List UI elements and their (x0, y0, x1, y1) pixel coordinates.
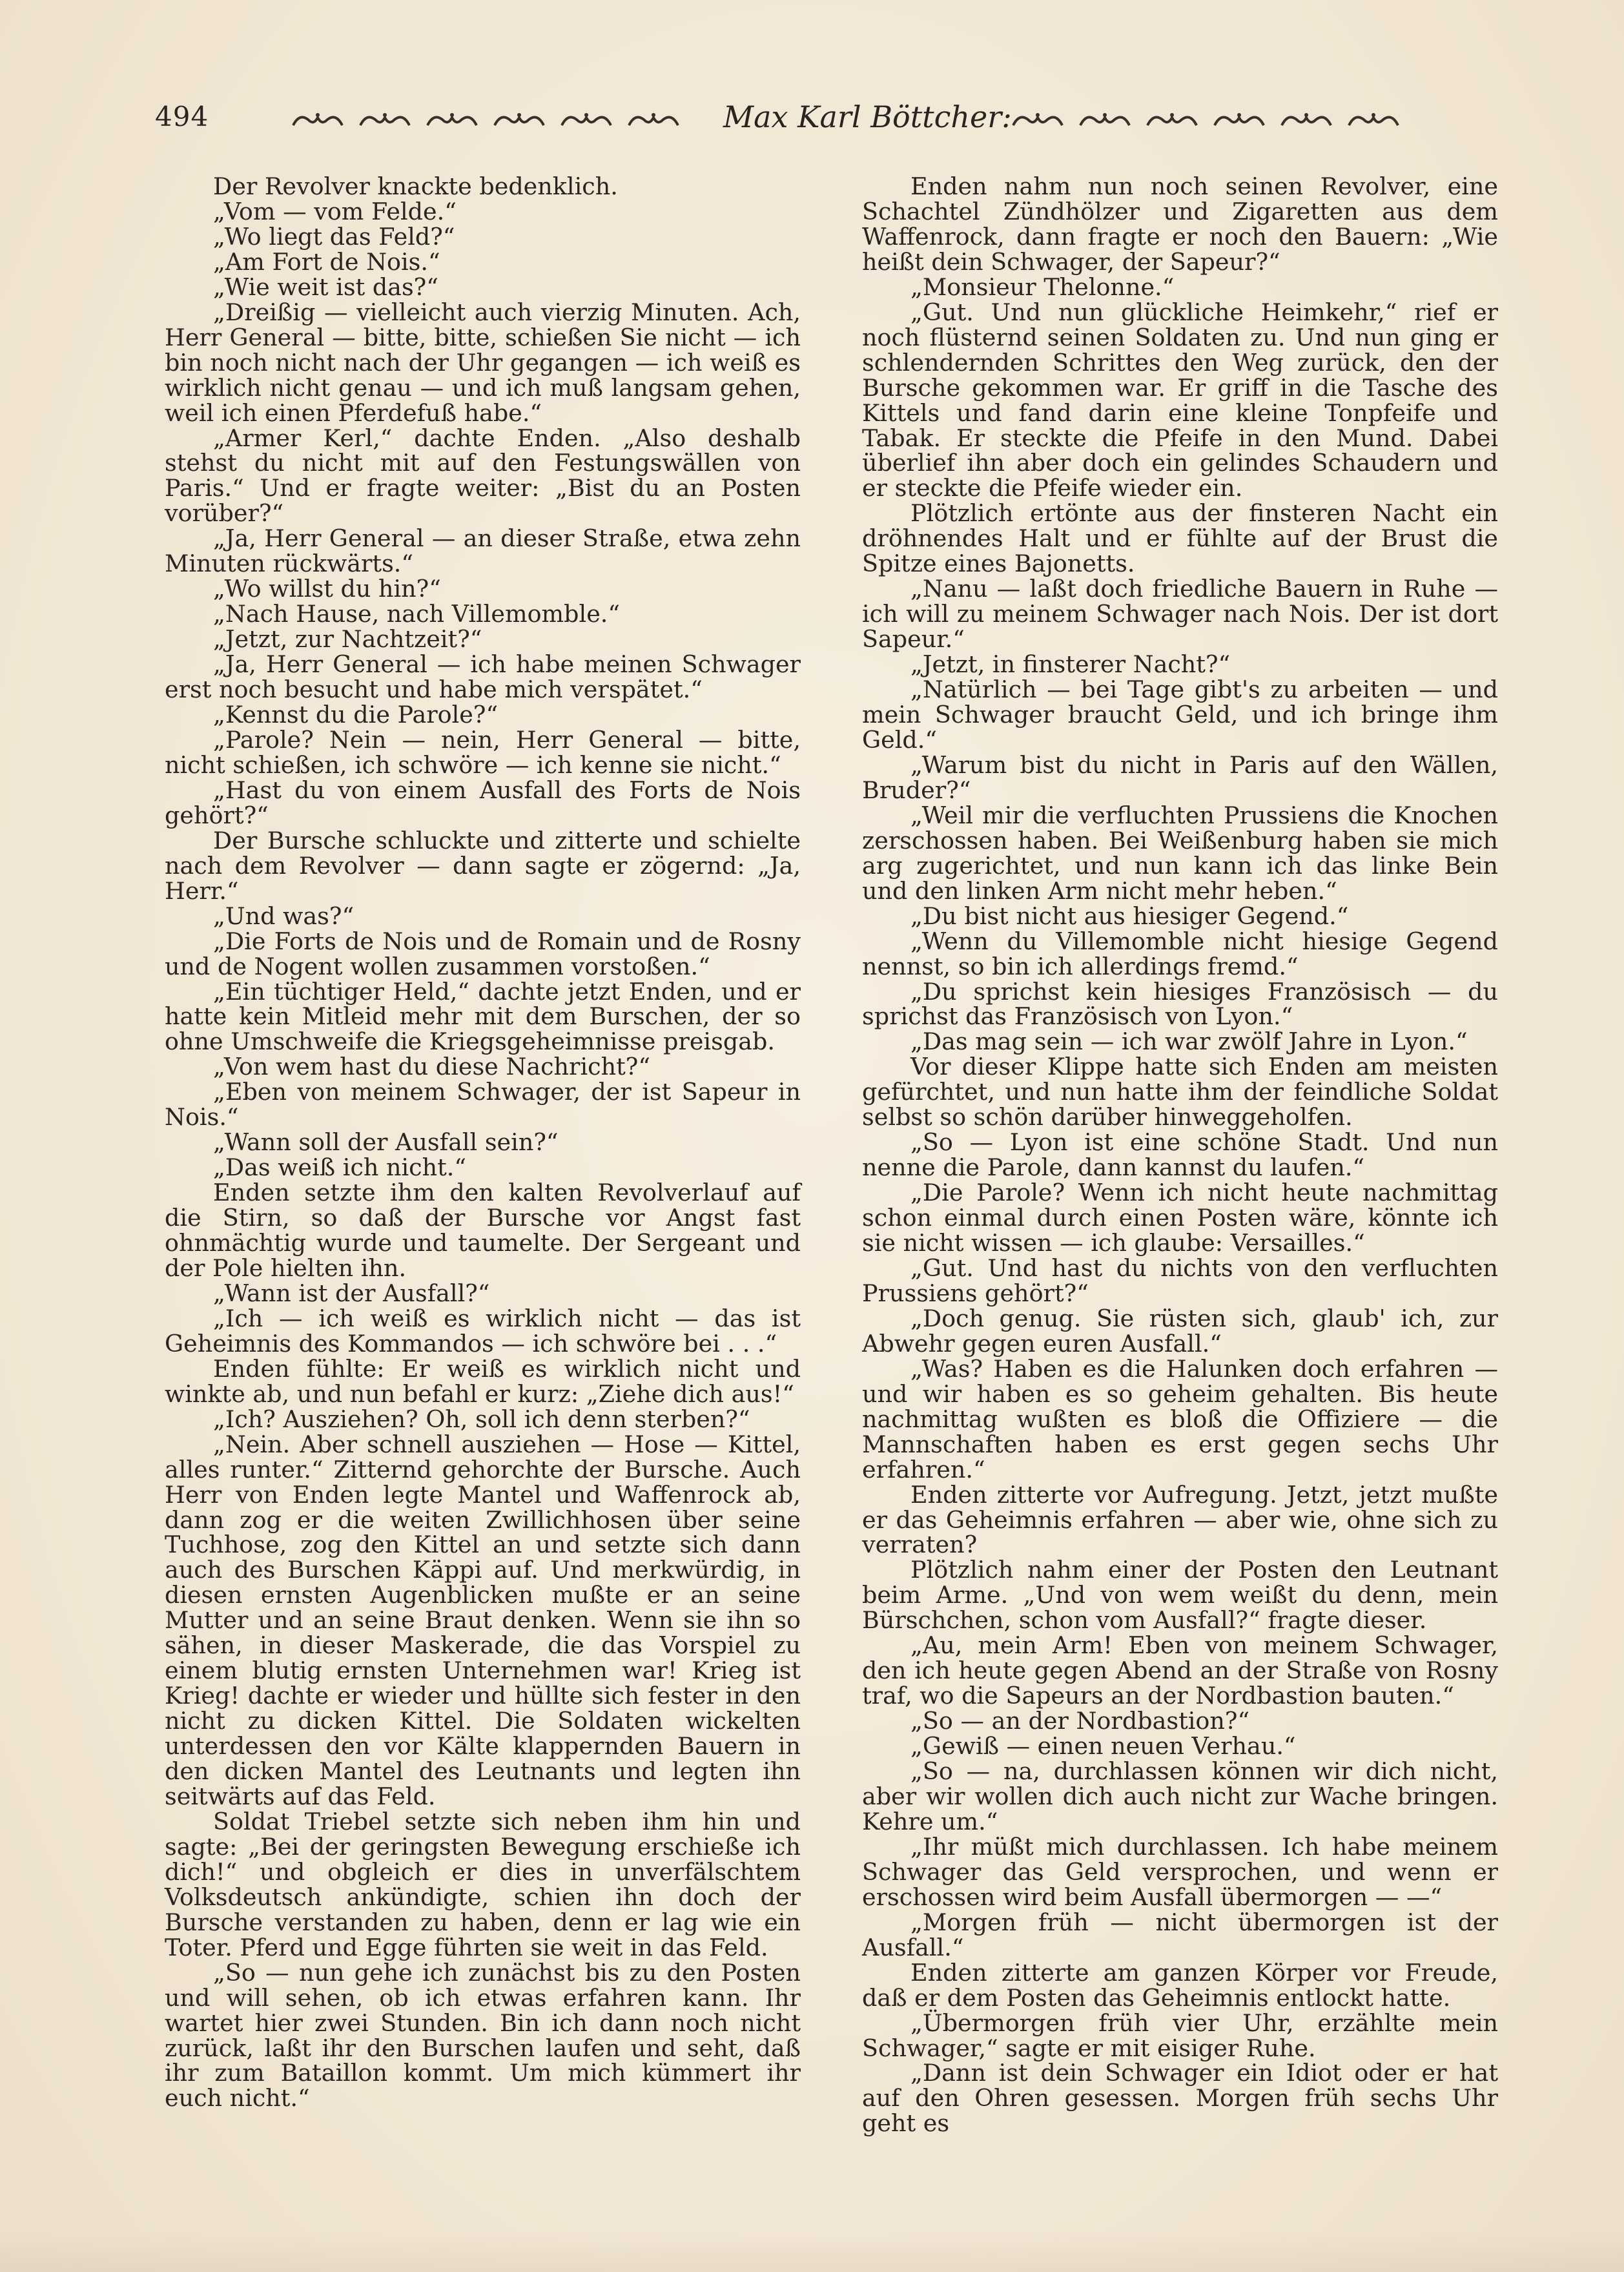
paragraph: „Wo willst du hin?“ (213, 575, 441, 603)
paragraph: „Gut. Und hast du nichts von den verfluchten Prussiens gehört?“ (862, 1254, 1498, 1307)
paragraph: „Gut. Und nun glückliche Heimkehr,“ rief er noch flüsternd seinen Soldaten zu. Und nun ging er schlendernden Schrittes den Weg zurück, den der Bursche gekommen war. Er griff in die Tasche des Kittels und fand darin eine kleine Tonpfeife und Tabak. Er steckte die Pfeife in den Mund. Dabei überlief ihn aber doch ein gelindes Schaudern und er steckte die Pfeife wieder ein. (862, 298, 1498, 502)
paragraph: „Ich — ich weiß es wirklich nicht — das ist Geheimnis des Kommandos — ich schwöre bei . . .“ (165, 1304, 801, 1358)
paragraph: Soldat Triebel setzte sich neben ihm hin und sagte: „Bei der geringsten Bewegung erschieße ich dich!“ und obgleich er dies in unverfälschtem Volksdeutsch ankündigte, schien ihn doch der Bursche verstanden zu haben, denn er lag wie ein Toter. Pferd und Egge führten sie weit in das Feld. (165, 1807, 801, 1961)
paragraph: Enden zitterte vor Aufregung. Jetzt, jetzt mußte er das Geheimnis erfahren — aber wie, ohne sich zu verraten? (862, 1480, 1498, 1559)
paragraph: „Morgen früh — nicht übermorgen ist der Ausfall.“ (862, 1908, 1498, 1961)
paragraph: „Und was?“ (213, 902, 355, 930)
paragraph: „Monsieur Thelonne.“ (910, 273, 1175, 301)
paragraph: „Wann ist der Ausfall?“ (213, 1279, 490, 1307)
paragraph: „Die Parole? Wenn ich nicht heute nachmittag schon einmal durch einen Posten wäre, könnte ich sie nicht wissen — ich glaube: Versailles.“ (862, 1179, 1498, 1257)
paragraph: Enden zitterte am ganzen Körper vor Freude, daß er dem Posten das Geheimnis entlockt hatte. (862, 1958, 1498, 2012)
paragraph: „Ja, Herr General — ich habe meinen Schwager erst noch besucht und habe mich verspätet.“ (165, 650, 801, 704)
ornament-icon (358, 108, 412, 132)
paragraph: „Dann ist dein Schwager ein Idiot oder er hat auf den Ohren gesessen. Morgen früh sechs Uhr geht es (862, 2059, 1498, 2138)
paragraph: Enden fühlte: Er weiß es wirklich nicht und winkte ab, und nun befahl er kurz: „Ziehe dich aus!“ (165, 1354, 801, 1408)
paragraph: „Das mag sein — ich war zwölf Jahre in Lyon.“ (910, 1028, 1468, 1056)
paragraph: „Hast du von einem Ausfall des Forts de Nois gehört?“ (165, 776, 801, 829)
ornament-icon (492, 108, 546, 132)
paragraph: „Du bist nicht aus hiesiger Gegend.“ (910, 902, 1349, 930)
paragraph: „Warum bist du nicht in Paris auf den Wällen, Bruder?“ (862, 750, 1498, 804)
paragraph: „Kennst du die Parole?“ (213, 701, 499, 729)
ornament-icon (1279, 108, 1333, 132)
paragraph: „Nanu — laßt doch friedliche Bauern in Ruhe — ich will zu meinem Schwager nach Nois. Der ist dort Sapeur.“ (862, 575, 1498, 654)
ornament-icon (1346, 108, 1401, 132)
paragraph: „So — Lyon ist eine schöne Stadt. Und nun nenne die Parole, dann kannst du laufen.“ (862, 1128, 1498, 1182)
paragraph: „Was? Haben es die Halunken doch erfahren — und wir haben es so geheim gehalten. Bis heute nachmittag wußten es bloß die Offiziere — die Mannschaften haben es erst gegen sechs Uhr erfahren.“ (862, 1354, 1498, 1483)
paragraph: „Nach Hause, nach Villemomble.“ (213, 600, 621, 628)
paragraph: „Du sprichst kein hiesiges Französisch — du sprichst das Französisch von Lyon.“ (862, 977, 1498, 1031)
paragraph: „Gewiß — einen neuen Verhau.“ (910, 1732, 1296, 1761)
paragraph: „Weil mir die verfluchten Prussiens die Knochen zerschossen haben. Bei Weißenburg haben sie mich arg zugerichtet, und nun kann ich das linke Bein und den linken Arm nicht mehr heben.“ (862, 801, 1498, 905)
page-header (155, 97, 1421, 142)
paragraph: „Übermorgen früh vier Uhr, erzählte mein Schwager,“ sagte er mit eisiger Ruhe. (862, 2009, 1498, 2062)
paragraph: „Wenn du Villemomble nicht hiesige Gegend nennst, so bin ich allerdings fremd.“ (862, 927, 1498, 980)
paragraph: „Jetzt, in finsterer Nacht?“ (910, 650, 1231, 679)
paragraph: Der Revolver knackte bedenklich. (213, 172, 618, 200)
ornament-icon (626, 108, 681, 132)
paragraph: „Am Fort de Nois.“ (213, 247, 440, 276)
paragraph: „So — nun gehe ich zunächst bis zu den Posten und will sehen, ob ich etwas erfahren kann. Ihr wartet hier zwei Stunden. Bin ich dann noch nicht zurück, laßt ihr den Burschen laufen und seht, daß ihr zum Bataillon kommt. Um mich kümmert ihr euch nicht.“ (165, 1958, 801, 2112)
paragraph: „Dreißig — vielleicht auch vierzig Minuten. Ach, Herr General — bitte, bitte, schießen Sie nicht — ich bin noch nicht nach der Uhr gegangen — ich weiß es wirklich nicht genau — und ich muß langsam gehen, weil ich einen Pferdefuß habe.“ (165, 298, 801, 427)
paragraph: „Ich? Ausziehen? Oh, soll ich denn sterben?“ (213, 1405, 750, 1433)
paragraph: Vor dieser Klippe hatte sich Enden am meisten gefürchtet, und nun hatte ihm der feindliche Soldat selbst so schön darüber hinweggeholfen. (862, 1053, 1498, 1131)
paragraph: „Von wem hast du diese Nachricht?“ (213, 1053, 650, 1081)
paragraph: „So — na, durchlassen können wir dich nicht, aber wir wollen dich auch nicht zur Wache bringen. Kehre um.“ (862, 1757, 1498, 1835)
paragraph: Der Bursche schluckte und zitterte und schielte nach dem Revolver — dann sagte er zögernd: „Ja, Herr.“ (165, 826, 801, 905)
paragraph: „Natürlich — bei Tage gibt's zu arbeiten — und mein Schwager braucht Geld, und ich bringe ihm Geld.“ (862, 676, 1498, 754)
ornament-icon (559, 108, 613, 132)
paragraph: „Das weiß ich nicht.“ (213, 1153, 467, 1182)
paragraph: Plötzlich nahm einer der Posten den Leutnant beim Arme. „Und von wem weißt du denn, mein Bürschchen, schon vom Ausfall?“ fragte dieser. (862, 1556, 1498, 1635)
paragraph: „Doch genug. Sie rüsten sich, glaub' ich, zur Abwehr gegen euren Ausfall.“ (862, 1304, 1498, 1358)
paragraph: „Ihr müßt mich durchlassen. Ich habe meinem Schwager das Geld versprochen, und wenn er erschossen wird beim Ausfall übermorgen — —“ (862, 1832, 1498, 1911)
paragraph: „Wo liegt das Feld?“ (213, 222, 455, 251)
paragraph: „So — an der Nordbastion?“ (910, 1707, 1250, 1735)
ornament-icon (1011, 108, 1065, 132)
paragraph: „Die Forts de Nois und de Romain und de Rosny und de Nogent wollen zusammen vorstoßen.“ (165, 927, 801, 980)
page-number: 494 (155, 101, 209, 132)
ornament-icon (291, 108, 345, 132)
paragraph: „Nein. Aber schnell ausziehen — Hose — Kittel, alles runter.“ Zitternd gehorchte der Bursche. Auch Herr von Enden legte Mantel und Waffenrock ab, dann zog er die weiten Zwillichhosen über seine Tuchhose, zog den Kittel an und setzte sich dann auch des Burschen Käppi auf. Und merkwürdig, in diesen ernsten Augenblicken mußte er an seine Mutter und an seine Braut denken. Wenn sie ihn so sähen, in dieser Maskerade, die das Vorspiel zu einem blutig ernsten Unternehmen war! Krieg ist Krieg! dachte er wieder und hüllte sich fester in den nicht zu dicken Kittel. Die Soldaten wickelten unterdessen den vor Kälte klappernden Bauern in den dicken Mantel des Leutnants und legten ihn seitwärts auf das Feld. (165, 1430, 801, 1810)
ornament-icon (425, 108, 479, 132)
paragraph: „Parole? Nein — nein, Herr General — bitte, nicht schießen, ich schwöre — ich kenne sie nicht.“ (165, 725, 801, 779)
text-column-left (165, 174, 801, 2138)
header-ornament-right (1011, 108, 1401, 132)
header-ornament-left (291, 108, 681, 132)
paragraph: „Au, mein Arm! Eben von meinem Schwager, den ich heute gegen Abend an der Straße von Rosny traf, wo die Sapeurs an der Nordbastion bauten.“ (862, 1631, 1498, 1710)
paragraph: Plötzlich ertönte aus der finsteren Nacht ein dröhnendes Halt und er fühlte auf der Brust die Spitze eines Bajonetts. (862, 499, 1498, 578)
text-column-right (862, 174, 1498, 2138)
paragraph: „Wann soll der Ausfall sein?“ (213, 1128, 559, 1157)
ornament-icon (1212, 108, 1266, 132)
paragraph: „Vom — vom Felde.“ (213, 197, 457, 225)
paragraph: Enden setzte ihm den kalten Revolverlauf auf die Stirn, so daß der Bursche vor Angst fast ohnmächtig wurde und taumelte. Der Sergeant und der Pole hielten ihn. (165, 1179, 801, 1282)
paragraph: „Ja, Herr General — an dieser Straße, etwa zehn Minuten rückwärts.“ (165, 524, 801, 578)
ornament-icon (1145, 108, 1199, 132)
paragraph: Enden nahm nun noch seinen Revolver, eine Schachtel Zündhölzer und Zigaretten aus dem Waffenrock, dann fragte er noch den Bauern: „Wie heißt dein Schwager, der Sapeur?“ (862, 172, 1498, 276)
paragraph: „Ein tüchtiger Held,“ dachte jetzt Enden, und er hatte kein Mitleid mehr mit dem Burschen, der so ohne Umschweife die Kriegsgeheimnisse preisgab. (165, 977, 801, 1056)
paragraph: „Jetzt, zur Nachtzeit?“ (213, 625, 482, 654)
ornament-icon (1078, 108, 1132, 132)
paragraph: „Eben von meinem Schwager, der ist Sapeur in Nois.“ (165, 1078, 801, 1131)
paragraph: „Armer Kerl,“ dachte Enden. „Also deshalb stehst du nicht mit auf den Festungswällen von Paris.“ Und er fragte weiter: „Bist du an Posten vorüber?“ (165, 424, 801, 528)
page-edge-shading (0, 2233, 1624, 2272)
paragraph: „Wie weit ist das?“ (213, 273, 438, 301)
running-head-title: Max Karl Böttcher: (723, 99, 1012, 134)
